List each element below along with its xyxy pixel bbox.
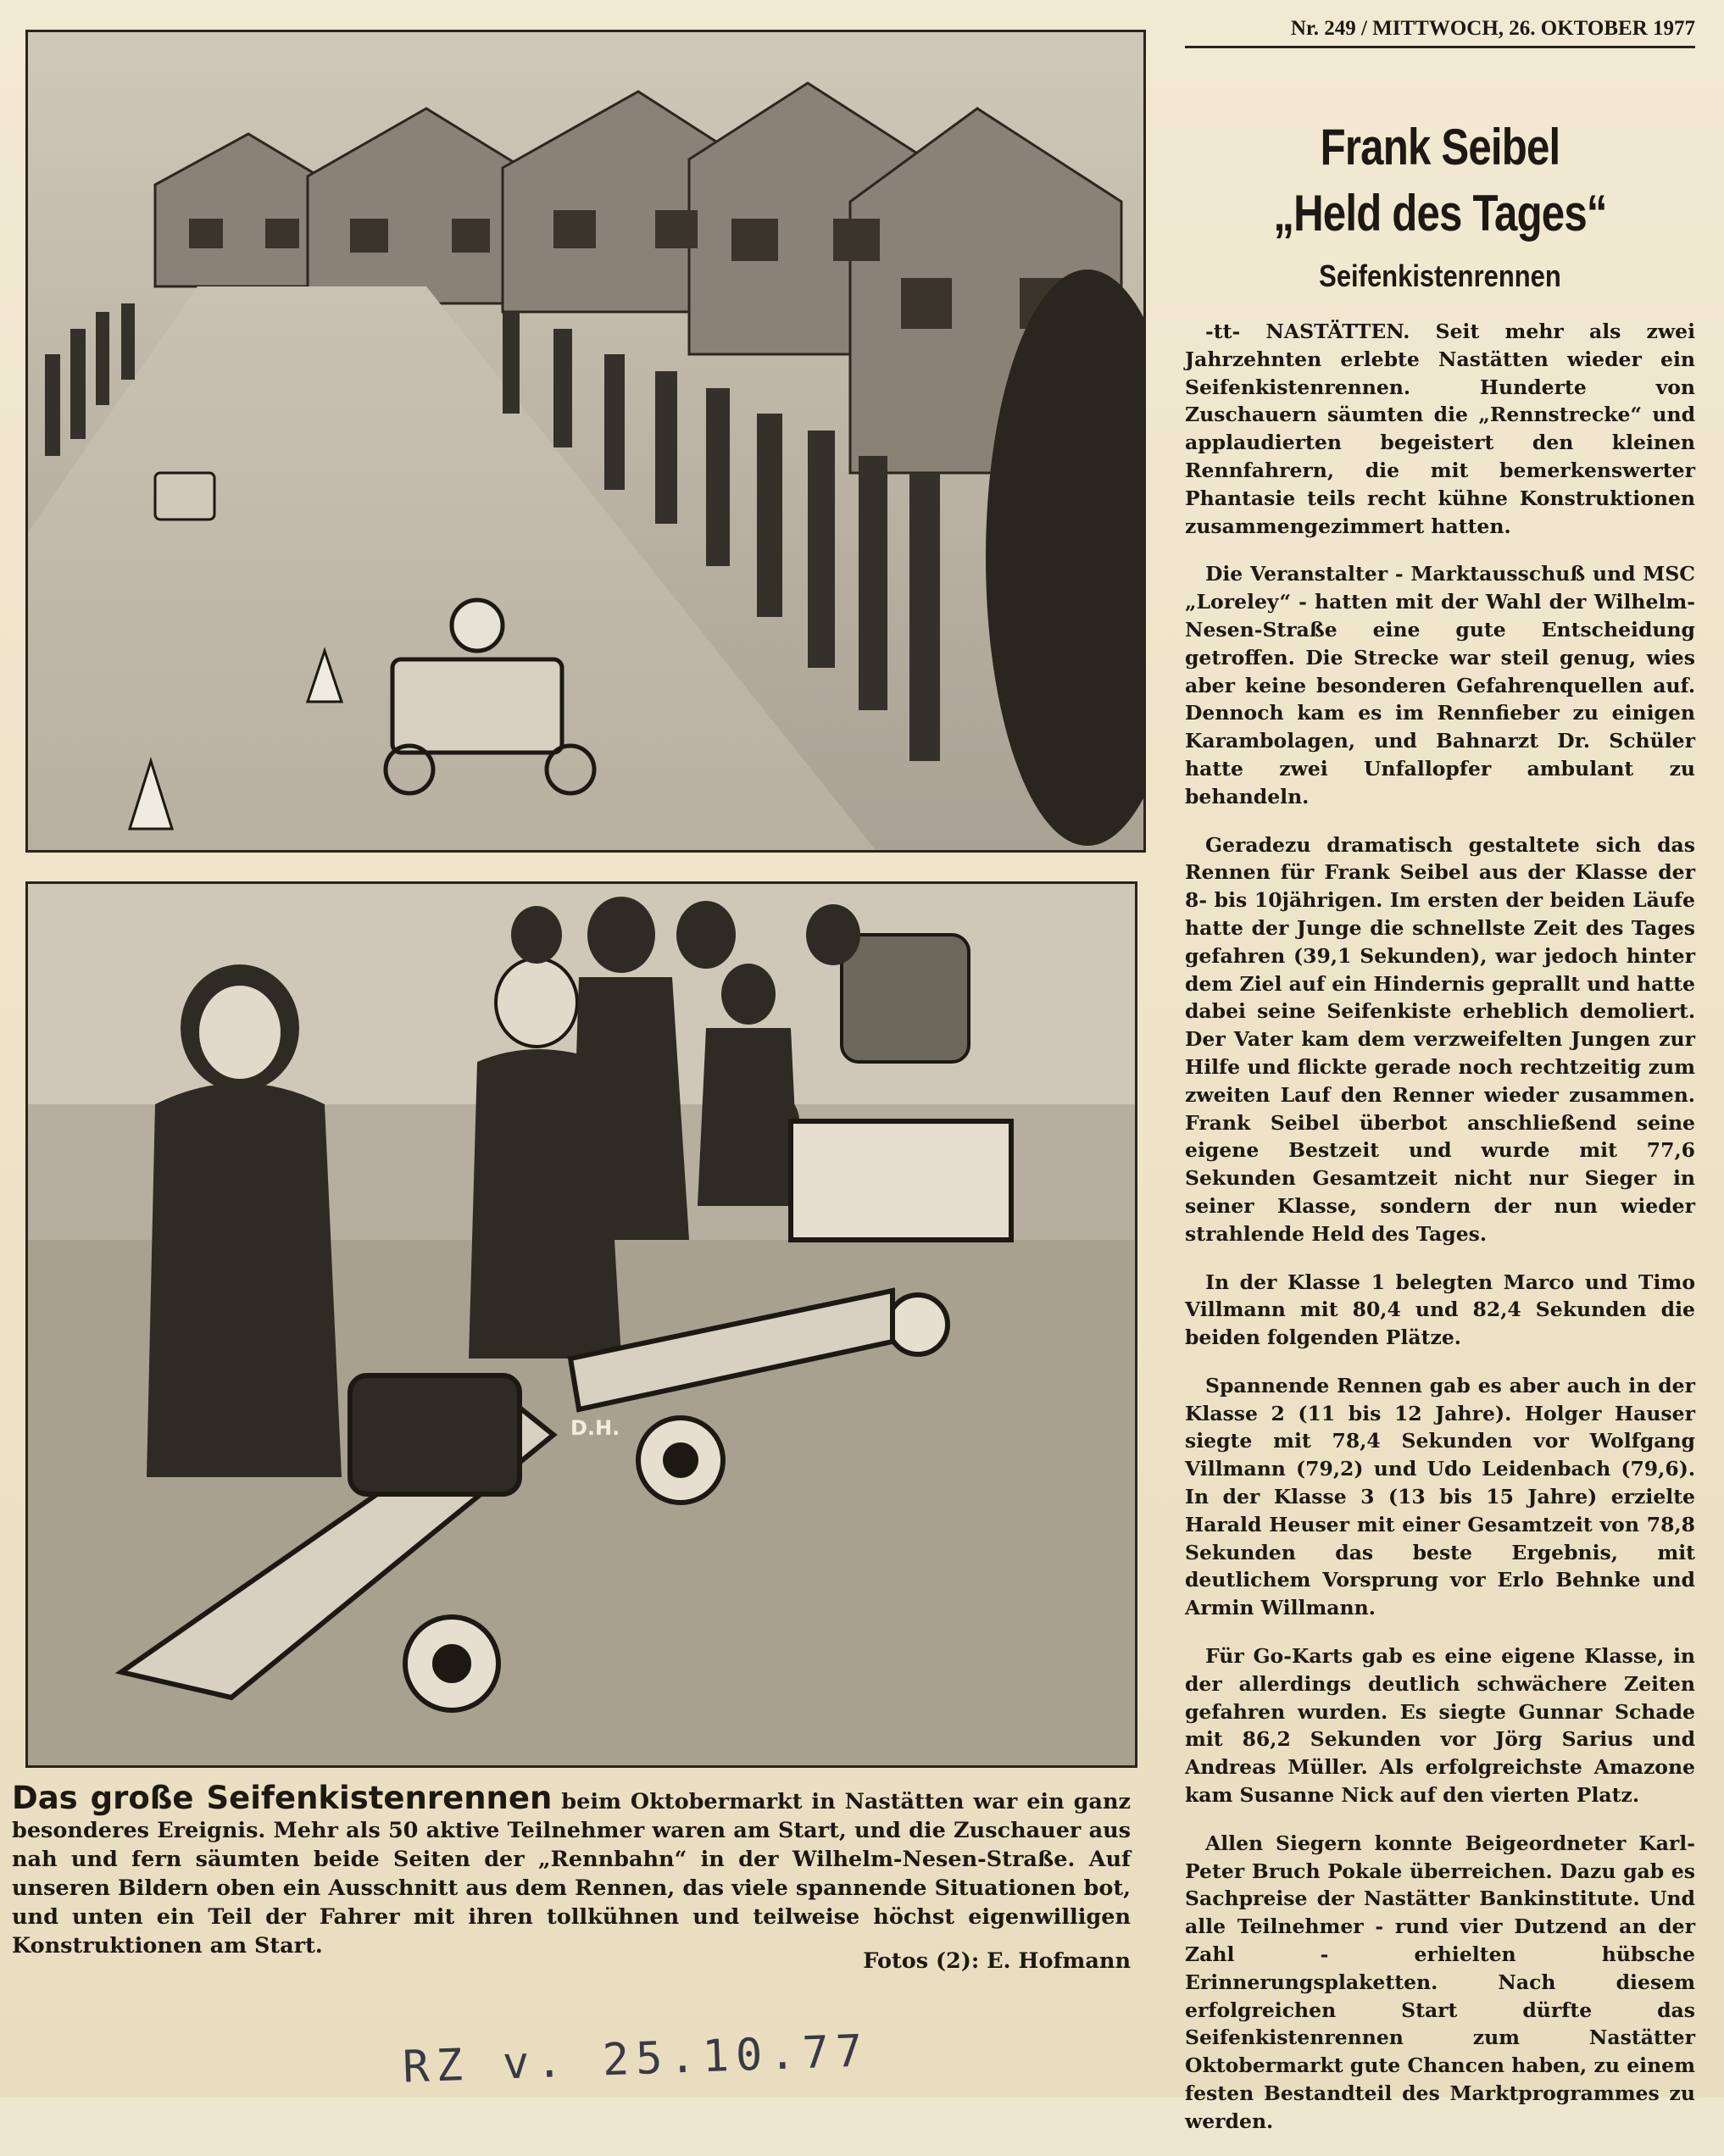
race-street-photo bbox=[25, 30, 1146, 853]
article-paragraph: In der Klasse 1 belegten Marco und Timo Villmann mit 80,4 und 82,4 Sekunden die beiden folgenden Plätze. bbox=[1185, 1270, 1695, 1350]
article-paragraph: Die Veranstalter - Marktausschuß und MSC „Loreley“ - hatten mit der Wahl der Wilhelm-Nesen-Straße eine gute Entscheidung getroffen. Die Strecke war steil genug, wies aber keine besonderen Gefahrenquellen auf. Dennoch kam es im Rennfieber zu einigen Karambolagen, und Bahnarzt Dr. Schüler hatte zwei Unfallopfer ambulant zu behandeln. bbox=[1185, 562, 1695, 808]
article-paragraph: Geradezu dramatisch gestaltete sich das Rennen für Frank Seibel aus der Klasse der 8- bis 10jährigen. Im ersten der beiden Läufe hatte der Junge die schnellste Zeit des Tages gefahren (39,1 Sekunden), war jedoch hinter dem Ziel auf ein Hindernis geprallt und hatte dabei seine Seifenkiste erheblich demoliert. Der Vater kam dem verzweifelten Jungen zur Hilfe und flickte gerade noch rechtzeitig zum zweiten Lauf den Renner wieder zusammen. Frank Seibel überbot anschließend seine eigene Bestzeit und wurde mit 77,6 Sekunden Gesamtzeit nicht nur Sieger in seiner Klasse, sondern der nun wieder strahlende Held des Tages. bbox=[1185, 832, 1695, 1246]
photo-credit: Fotos (2): E. Hofmann bbox=[863, 1948, 1131, 1974]
car-label: D.H. bbox=[570, 1416, 620, 1440]
dateline: Nr. 249 / MITTWOCH, 26. OKTOBER 1977 bbox=[1185, 17, 1695, 48]
race-street-illustration bbox=[28, 32, 1143, 850]
headline bbox=[1231, 114, 1649, 247]
drivers-start-photo bbox=[25, 881, 1137, 1768]
article-column bbox=[1185, 17, 1695, 2156]
article-paragraph: Für Go-Karts gab es eine eigene Klasse, in der allerdings deutlich schwächere Zeiten gefahren wurden. Es siegte Gunnar Schade mit 86,2 Sekunden vor Jörg Sarius und Andreas Müller. Als erfolgreichste Amazone kam Susanne Nick auf den vierten Platz. bbox=[1185, 1644, 1695, 1808]
article-paragraph: Spannende Rennen gab es aber auch in der Klasse 2 (11 bis 12 Jahre). Holger Hauser siegte mit 78,4 Sekunden vor Wolfgang Villmann (79,2) und Udo Leidenbach (79,6). In der Klasse 3 (13 bis 15 Jahre) erzielte Harald Heuser mit einer Gesamtzeit von 78,8 Sekunden das beste Ergebnis, mit deutlichem Vorsprung vor Erlo Behnke und Armin Willmann. bbox=[1185, 1373, 1695, 1620]
article-paragraph: Allen Siegern konnte Beigeordneter Karl-Peter Bruch Pokale überreichen. Dazu gab es Sachpreise der Nastätter Bankinstitute. Und alle Teilnehmer - rund vier Dutzend an der Zahl - erhielten hübsche Erinnerungsplaketten. Nach diesem erfolgreichen Start dürfte das Seifenkistenrennen zum Nastätter Oktobermarkt gute Chancen haben, zu einem festen Bestandteil des Marktprogrammes zu werden. bbox=[1185, 1831, 1695, 2133]
caption-headline: Das große Seifenkistenrennen bbox=[12, 1780, 553, 1816]
handwritten-note: RZ v. 25.10.77 bbox=[402, 2025, 870, 2093]
drivers-start-illustration bbox=[28, 884, 1135, 1765]
subheadline: Seifenkistenrennen bbox=[1319, 258, 1561, 293]
photo-caption bbox=[12, 1780, 1131, 1960]
article-body bbox=[1185, 318, 1695, 2136]
headline-line-1: Frank Seibel bbox=[1320, 119, 1560, 175]
caption-text: beim Oktobermarkt in Nastätten war ein ganz besonderes Ereignis. Mehr als 50 aktive Teilnehmer waren am Start, und die Zuschauer aus nah und fern säumten beide Seiten der „Rennbahn“ in der Wilhelm-Nesen-Straße. Auf unseren Bildern oben ein Ausschnitt aus dem Rennen, das viele spannende Situationen bot, und unten ein Teil der Fahrer mit ihren tollkühnen und teilweise höchst eigenwilligen Konstruktionen am Start. bbox=[12, 1789, 1131, 1959]
article-paragraph: -tt- NASTÄTTEN. Seit mehr als zwei Jahrzehnten erlebte Nastätten wieder ein Seifenkistenrennen. Hunderte von Zuschauern säumten die „Rennstrecke“ und applaudierten begeistert den kleinen Rennfahrern, die mit bemerkenswerter Phantasie teils recht kühne Konstruktionen zusammengezimmert hatten. bbox=[1185, 320, 1695, 538]
headline-line-2: „Held des Tages“ bbox=[1273, 185, 1607, 242]
